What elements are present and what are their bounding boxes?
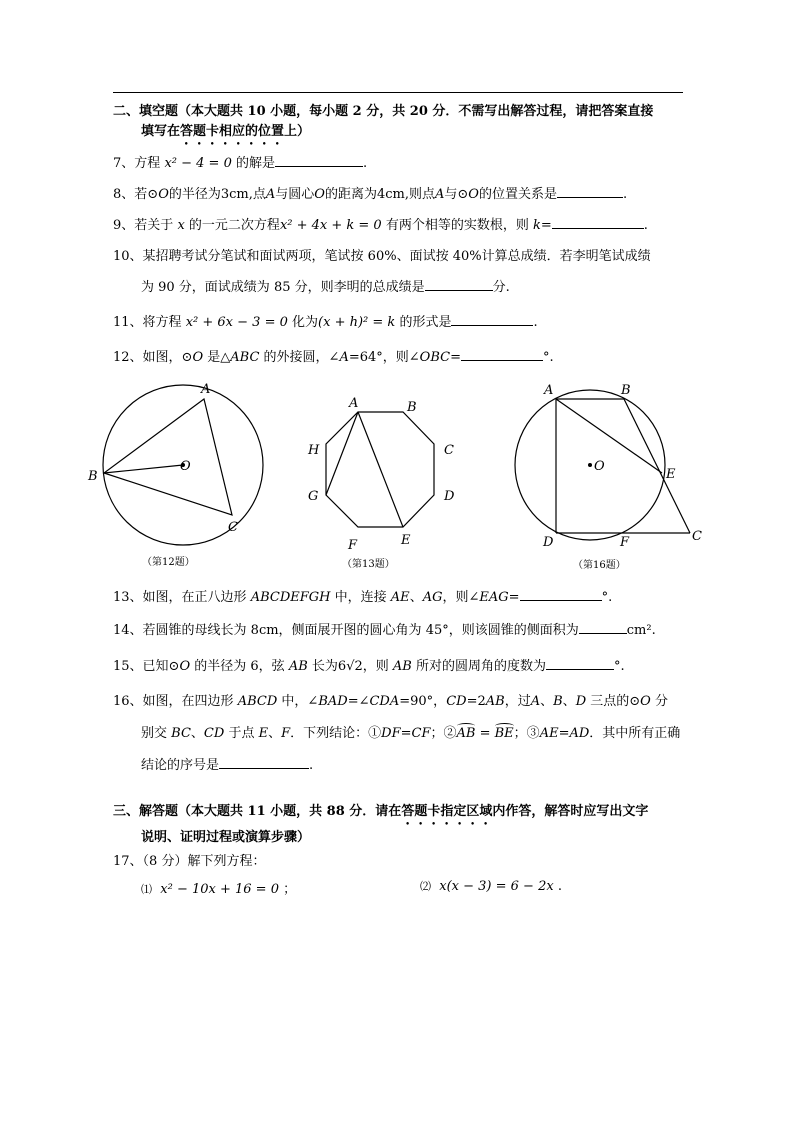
section2-header-line2: 填写在答题卡相应的位置上） [141,124,311,139]
answer-blank[interactable] [579,620,627,634]
section3-header-line2: 说明、证明过程或演算步骤） [141,830,311,845]
label-b: B [621,383,631,398]
label-a: A [201,382,211,397]
answer-blank[interactable] [451,312,533,326]
section2-title: 二、填空题 [113,104,179,119]
emphasis-text: 答题卡指定区域 [401,804,493,819]
question-10: 10、某招聘考试分笔试和面试两项，笔试按 60%、面试按 40%计算总成绩．若李明笔试成绩 [113,249,651,264]
label-o: O [180,459,191,474]
section3-header: 三、解答题（本大题共 11 小题，共 88 分．请在答题卡指定区域内作答，解答时应写出文字 [113,804,649,819]
label-c: C [228,520,238,535]
figure-12 [80,378,280,578]
equation: x² + 6x − 3 = 0 [185,315,288,330]
answer-blank[interactable] [546,656,614,670]
figure-13 [300,390,470,575]
answer-blank[interactable] [275,153,363,167]
label-o: O [594,459,605,474]
question-10-line2: 为 90 分，面试成绩为 85 分，则李明的总成绩是 分. [141,276,510,295]
equation: x² + 4x + k = 0 [279,218,382,233]
figure-16 [500,378,715,578]
question-14: 14、若圆锥的母线长为 8cm，侧面展开图的圆心角为 45°，则该圆锥的侧面积为 cm². [113,619,656,638]
question-8: 8、若⊙O的半径为3cm,点A与圆心O的距离为4cm,则点A与⊙O的位置关系是 . [113,183,627,202]
label-e: E [401,533,411,548]
answer-blank[interactable] [552,215,644,229]
label-c: C [444,443,454,458]
question-16: 16、如图，在四边形 ABCD 中，∠BAD=∠CDA=90°，CD=2AB，过A、B、D 三点的⊙O 分 [113,694,668,709]
label-g: G [308,489,319,504]
label-b: B [407,400,417,415]
question-15: 15、已知⊙O 的半径为 6，弦 AB 长为6√2，则 AB 所对的圆周角的度数为 °. [113,655,625,674]
question-12: 12、如图，⊙O 是△ABC 的外接圆，∠A=64°，则∠OBC= °. [113,346,554,365]
question-17-part2: ⑵ x(x − 3) = 6 − 2x . [420,879,562,894]
segment-ae [358,412,403,527]
side-bc [624,399,690,533]
triangle-abc [104,399,232,515]
equation: x² − 10x + 16 = 0 [160,882,279,897]
figure-caption: （第16题） [573,560,626,571]
answer-blank[interactable] [219,755,309,769]
arc-be: BE [495,726,514,741]
header-rule [113,92,683,93]
section2-desc-a: （本大题共 10 小题，每小题 2 分，共 20 分．不需写出解答过程，请把答案直接 [178,104,654,119]
answer-blank[interactable] [520,587,602,601]
question-13: 13、如图，在正八边形 ABCDEFGH 中，连接 AE、AG，则∠EAG= °. [113,586,612,605]
question-9: 9、若关于 x 的一元二次方程x² + 4x + k = 0 有两个相等的实数根，则 k= . [113,214,648,233]
segment-ae [556,399,662,473]
question-16-line2: 别交 BC、CD 于点 E、F．下列结论：①DF=CF；② AB = BE；③AE=AD．其中所有正确 [141,722,680,741]
question-11: 11、将方程 x² + 6x − 3 = 0 化为(x + h)² = k 的形式是 . [113,311,538,330]
label-f: F [620,535,630,550]
label-a: A [349,396,359,411]
equation: (x + h)² = k [318,315,396,330]
arc-mark [495,723,514,729]
section2-header [113,100,653,119]
answer-blank[interactable] [557,184,623,198]
answer-blank[interactable] [425,277,493,291]
label-d: D [444,489,455,504]
arc-mark [457,723,476,729]
label-a: A [544,383,554,398]
emphasis-text: 答题卡相应的位置 [180,124,285,139]
math-value: 6√2 [337,659,363,674]
label-d: D [543,535,554,550]
question-16-line3: 结论的序号是 . [141,754,313,773]
label-f: F [348,538,358,553]
label-b: B [88,469,98,484]
label-h: H [308,443,320,458]
equation: x(x − 3) = 6 − 2x [439,879,554,894]
equation: x² − 4 = 0 [164,156,232,171]
answer-blank[interactable] [461,347,543,361]
segment-ag [326,412,358,495]
question-17-part1: ⑴ x² − 10x + 16 = 0 ； [141,882,297,897]
label-e: E [666,467,676,482]
label-c: C [692,529,702,544]
question-7: 7、方程 x² − 4 = 0 的解是 . [113,152,367,171]
section3-title: 三、解答题 [113,804,179,819]
center-point [588,463,592,467]
question-17: 17、（8 分）解下列方程： [113,854,266,869]
figure-caption: （第12题） [142,557,195,568]
arc-ab: AB [457,726,476,741]
segment-ob [104,465,183,473]
figure-caption: （第13题） [342,559,395,570]
